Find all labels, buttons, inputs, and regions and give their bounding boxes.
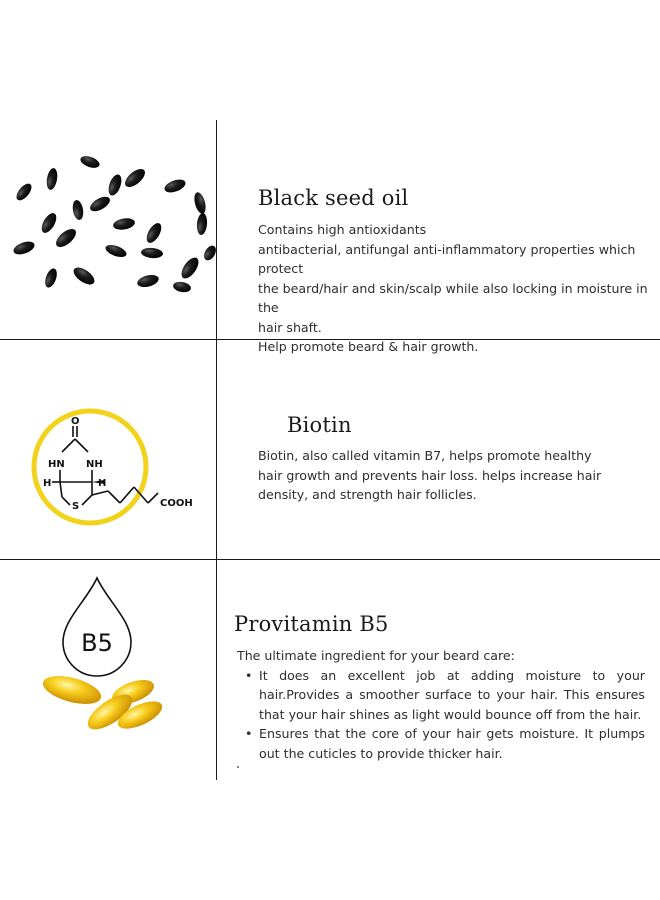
biotin-description bbox=[258, 446, 638, 505]
provitamin-title: Provitamin B5 bbox=[234, 612, 389, 636]
biotin-label-s: S bbox=[72, 501, 80, 512]
biotin-label-h-left: H bbox=[43, 478, 52, 489]
stray-dot bbox=[237, 766, 239, 768]
biotin-line-2: hair growth and prevents hair loss. helps increase hair bbox=[258, 467, 602, 483]
black-seed-line-3: the beard/hair and skin/scalp while also locking in moisture in the bbox=[258, 280, 648, 315]
b5-drop-and-capsules-image bbox=[25, 572, 185, 752]
biotin-label-hn: HN bbox=[48, 459, 65, 470]
black-seed-description bbox=[258, 220, 658, 357]
biotin-line-3: density, and strength hair follicles. bbox=[258, 487, 477, 502]
biotin-title: Biotin bbox=[287, 413, 352, 437]
vertical-divider bbox=[216, 120, 217, 780]
gel-capsules-icon bbox=[40, 671, 166, 736]
provitamin-bullet-1: • It does an excellent job at adding moisture to your hair.Provides a smoother surface to your hair. This ensures that your hair shines as light would bounce off from the hair. bbox=[245, 666, 645, 725]
drop-outline-icon bbox=[63, 578, 131, 676]
biotin-molecule-diagram bbox=[30, 405, 210, 530]
black-seed-line-1: Contains high antioxidants bbox=[258, 222, 427, 237]
biotin-label-cooh: COOH bbox=[160, 498, 193, 509]
drop-b5-label: B5 bbox=[81, 629, 113, 657]
biotin-line-1: Biotin, also called vitamin B7, helps promote healthy bbox=[258, 448, 592, 463]
biotin-label-o: O bbox=[71, 416, 80, 427]
black-seed-line-4: hair shaft. bbox=[258, 319, 322, 335]
provitamin-intro: The ultimate ingredient for your beard care: bbox=[237, 648, 515, 663]
biotin-label-nh: NH bbox=[86, 459, 103, 470]
black-seed-line-2: antibacterial, antifungal anti-inflammatory properties which protect bbox=[258, 241, 636, 276]
provitamin-bullet-list bbox=[245, 666, 645, 764]
black-seeds-image bbox=[0, 150, 216, 300]
black-seed-title: Black seed oil bbox=[258, 186, 409, 210]
black-seed-line-5: Help promote beard & hair growth. bbox=[258, 339, 479, 354]
biotin-label-h-right: H bbox=[98, 478, 107, 489]
row-divider-2 bbox=[0, 559, 660, 560]
provitamin-bullet-2: • Ensures that the core of your hair gets moisture. It plumps out the cuticles to provide thicker hair. bbox=[245, 724, 645, 763]
provitamin-description bbox=[237, 646, 645, 763]
